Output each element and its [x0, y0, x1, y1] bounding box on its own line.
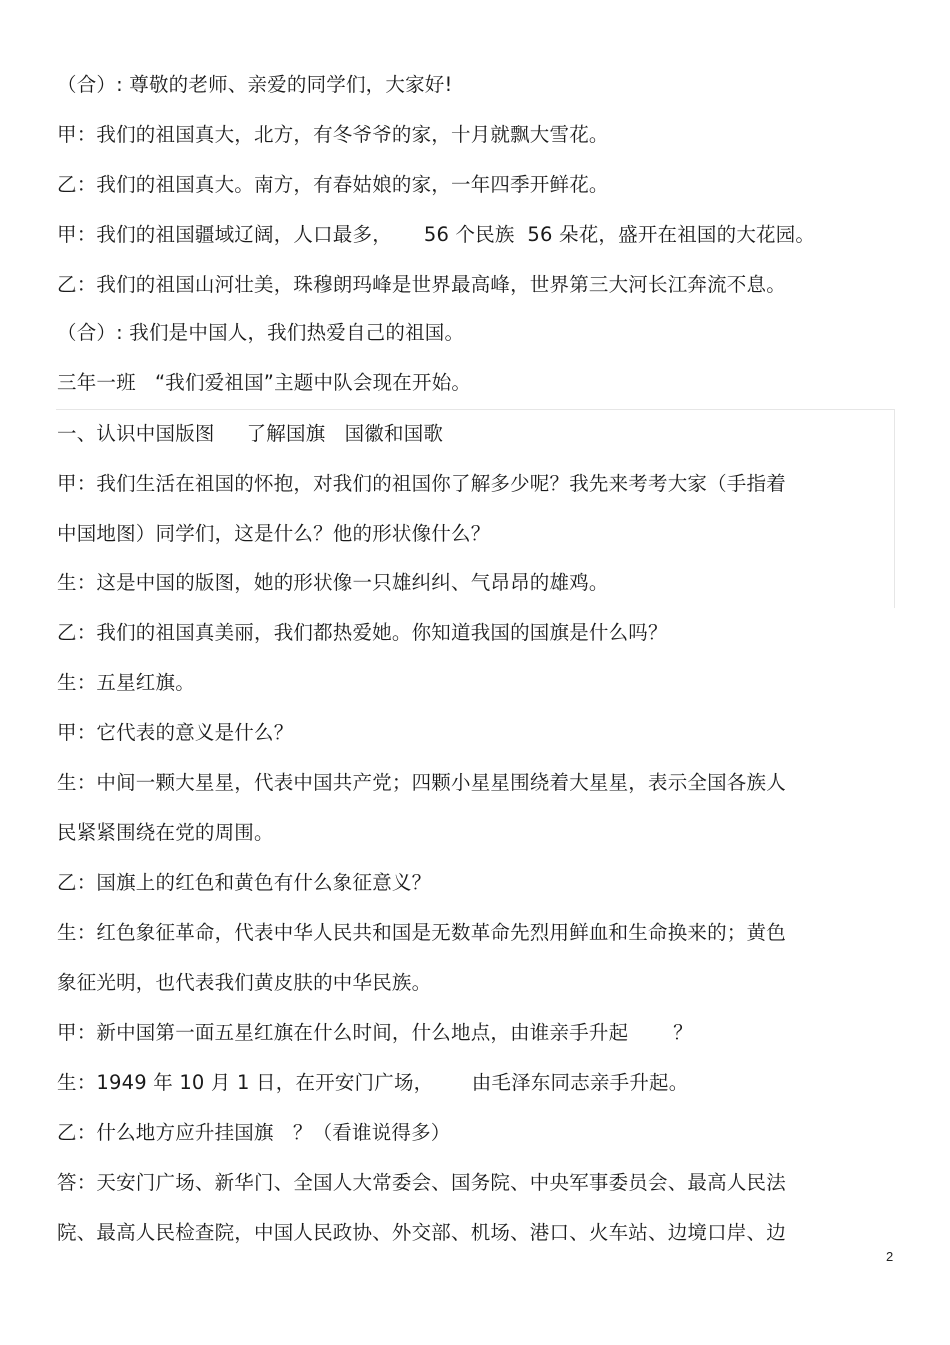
- text-line: 生：1949 年 10 月 1 日，在开安门广场， 由毛泽东同志亲手升起。: [57, 1071, 689, 1094]
- text-line: 甲：我们的祖国疆域辽阔，人口最多， 56 个民族 56 朵花，盛开在祖国的大花园。: [57, 223, 816, 246]
- text-line: 生：中间一颗大星星，代表中国共产党；四颗小星星围绕着大星星，表示全国各族人: [57, 771, 786, 794]
- text-line: 甲：我们生活在祖国的怀抱，对我们的祖国你了解多少呢？我先来考考大家（手指着: [57, 472, 786, 495]
- text-line: 甲：新中国第一面五星红旗在什么时间，什么地点，由谁亲手升起 ？: [57, 1021, 693, 1044]
- text-line: 象征光明，也代表我们黄皮肤的中华民族。: [57, 971, 432, 994]
- text-line: 民紧紧围绕在党的周围。: [57, 821, 274, 844]
- text-line: 乙：我们的祖国真大。南方，有春姑娘的家，一年四季开鲜花。: [57, 173, 609, 196]
- text-line: 乙：我们的祖国真美丽，我们都热爱她。你知道我国的国旗是什么吗？: [57, 621, 668, 644]
- text-line: 三年一班 “我们爱祖国”主题中队会现在开始。: [57, 371, 472, 394]
- text-line: （合）: 尊敬的老师、亲爱的同学们，大家好!: [57, 73, 453, 96]
- text-line: 乙：国旗上的红色和黄色有什么象征意义？: [57, 871, 432, 894]
- text-line: 生：五星红旗。: [57, 671, 195, 694]
- text-line: （合）: 我们是中国人，我们热爱自己的祖国。: [57, 321, 465, 344]
- text-line: 院、最高人民检查院，中国人民政协、外交部、机场、港口、火车站、边境口岸、边: [57, 1221, 786, 1244]
- page-number: 2: [886, 1249, 894, 1264]
- text-line: 甲：它代表的意义是什么？: [57, 721, 294, 744]
- text-line: 生：这是中国的版图，她的形状像一只雄纠纠、气昂昂的雄鸡。: [57, 571, 609, 594]
- section-heading: 一、认识中国版图 了解国旗 国徽和国歌: [57, 422, 444, 445]
- text-line: 乙：我们的祖国山河壮美，珠穆朗玛峰是世界最高峰，世界第三大河长江奔流不息。: [57, 273, 786, 296]
- text-line: 甲：我们的祖国真大，北方，有冬爷爷的家，十月就飘大雪花。: [57, 123, 609, 146]
- text-line: 乙：什么地方应升挂国旗 ？（看谁说得多）: [57, 1121, 451, 1144]
- text-line: 答：天安门广场、新华门、全国人大常委会、国务院、中央军事委员会、最高人民法: [57, 1171, 786, 1194]
- text-line: 生：红色象征革命，代表中华人民共和国是无数革命先烈用鲜血和生命换来的；黄色: [57, 921, 786, 944]
- text-line: 中国地图）同学们，这是什么？他的形状像什么？: [57, 522, 491, 545]
